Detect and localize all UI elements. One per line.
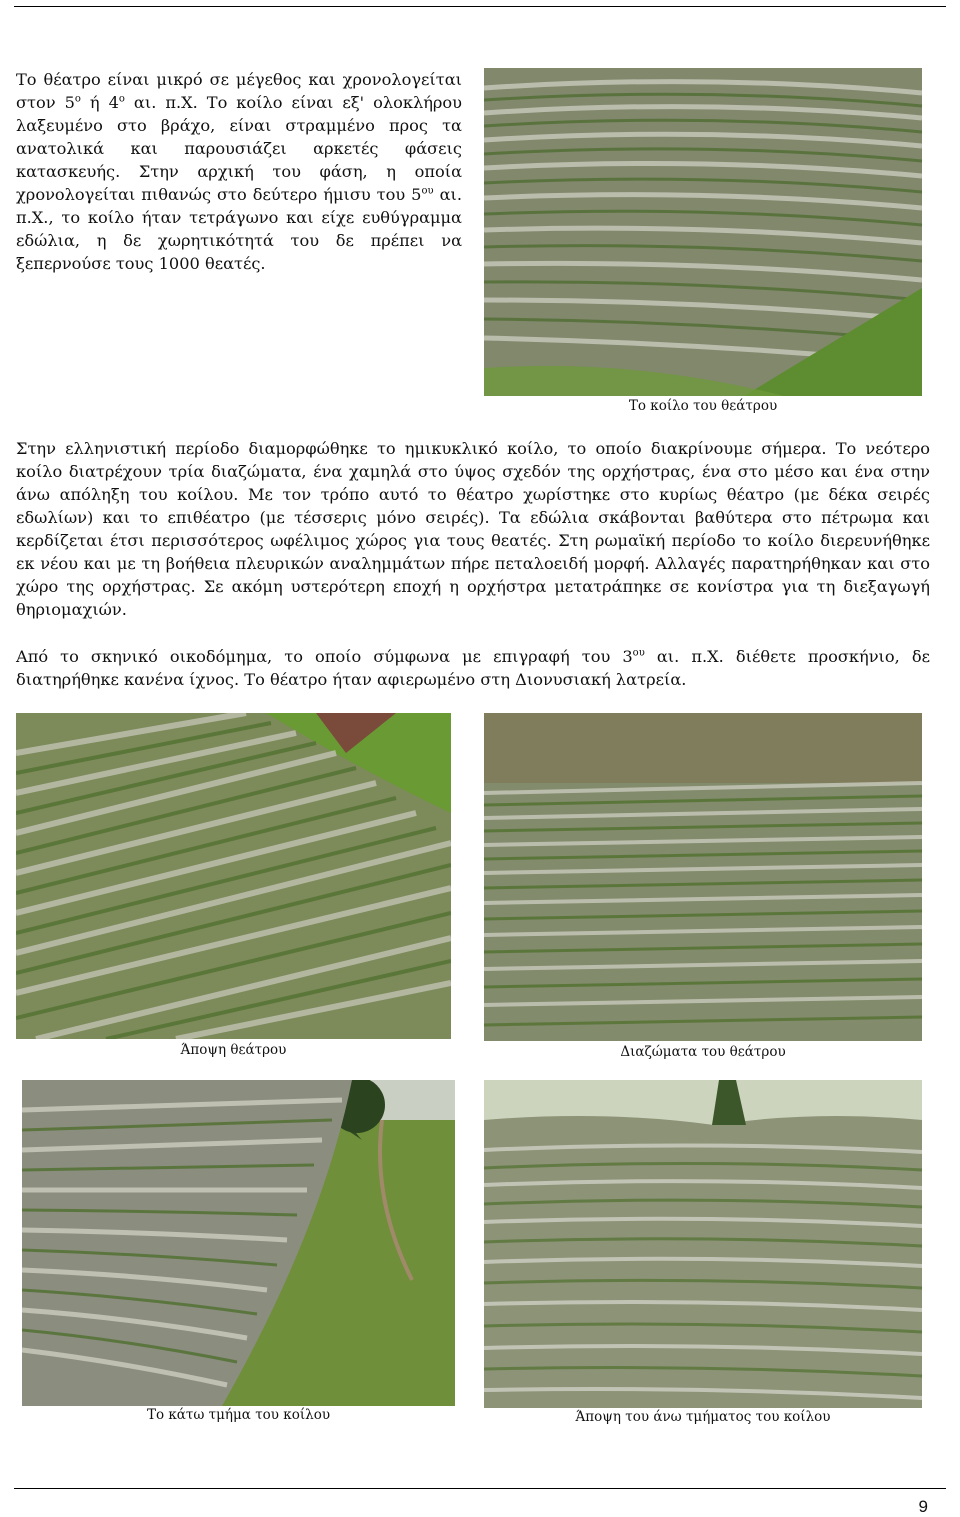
photo-ano-image xyxy=(484,1080,922,1408)
photo-diazomata xyxy=(484,713,922,1041)
photo-koilo xyxy=(484,68,922,396)
caption-apopsi: Άποψη θεάτρου xyxy=(180,1042,287,1058)
top-rule xyxy=(14,6,946,7)
para-skene: Από το σκηνικό οικοδόμημα, το οποίο σύμφωνα με επιγραφή του $3^{o\upsilon}$ αι. π.Χ. διέθετε προσκήνιο, δε διατηρήθηκε κανένα ίχνος. Το θέατρο ήταν αφιερωμένο στη Διονυσιακή λατρεία. xyxy=(16,647,930,689)
photo-apopsi-image xyxy=(16,713,451,1039)
photo-ano xyxy=(484,1080,922,1408)
para-hellenistic: Στην ελληνιστική περίοδο διαμορφώθηκε το ημικυκλικό κοίλο, το οποίο διακρίνουμε σήμερα. Το νεότερο κοίλο διατρέχουν τρία διαζώματα, ένα χαμηλά στο ύψος σχεδόν της ορχήστρας, ένα στο μέσο και ένα στην άνω απόληξη του κοίλου. Με τον τρόπο αυτό το θέατρο χωρίστηκε στο κυρίως θέατρο (με δέκα σειρές εδωλίων) και το επιθέατρο (με τέσσερις μόνο σειρές). Τα εδώλια σκάβονται βαθύτερα στο πέτρωμα και κερδίζεται έτσι περισσότερος ωφέλιμος χώρος για τους θεατές. Στη ρωμαϊκή περίοδο το κοίλο διερευνήθηκε εκ νέου και με τη βοήθεια πλευρικών αναλημμάτων πήρε πεταλοειδή μορφή. Αλλαγές παρατηρήθηκαν και στο χώρο της ορχήστρας. Σε ακόμη υστερότερη εποχή η ορχήστρα μετατράπηκε σε κονίστρα για τη διεξαγωγή θηριομαχιών. xyxy=(16,439,930,619)
caption-kato: Το κάτω τμήμα του κοίλου xyxy=(146,1407,331,1423)
bottom-rule xyxy=(14,1488,946,1489)
photo-apopsi xyxy=(16,713,451,1039)
intro-paragraph: Το θέατρο είναι μικρό σε μέγεθος και χρονολογείται στον $5^o$ ή $4^o$ αι. π.Χ. Το κοίλο είναι εξ' ολοκλήρου λαξευμένο στο βράχο, είναι στραμμένο προς τα ανατολικά και παρουσιάζει αρκετές φάσεις κατασκευής. Στην αρχική του φάση, η οποία χρονολογείται πιθανώς στο δεύτερο ήμισυ του $5^{o\upsilon}$ αι. π.Χ., το κοίλο ήταν τετράγωνο και είχε ευθύγραμμα εδώλια, η δε χωρητικότητά του δε πρέπει να ξεπερνούσε τους 1000 θεατές. xyxy=(16,70,463,273)
caption-diazomata: Διαζώματα του θεάτρου xyxy=(620,1044,786,1060)
caption-koilo: Το κοίλο του θεάτρου xyxy=(628,398,778,414)
caption-ano: Άποψη του άνω τμήματος του κοίλου xyxy=(575,1409,831,1425)
photo-kato-image xyxy=(22,1080,455,1406)
page-number: 9 xyxy=(918,1497,928,1516)
photo-kato xyxy=(22,1080,455,1406)
photo-koilo-image xyxy=(484,68,922,396)
photo-diazomata-image xyxy=(484,713,922,1041)
